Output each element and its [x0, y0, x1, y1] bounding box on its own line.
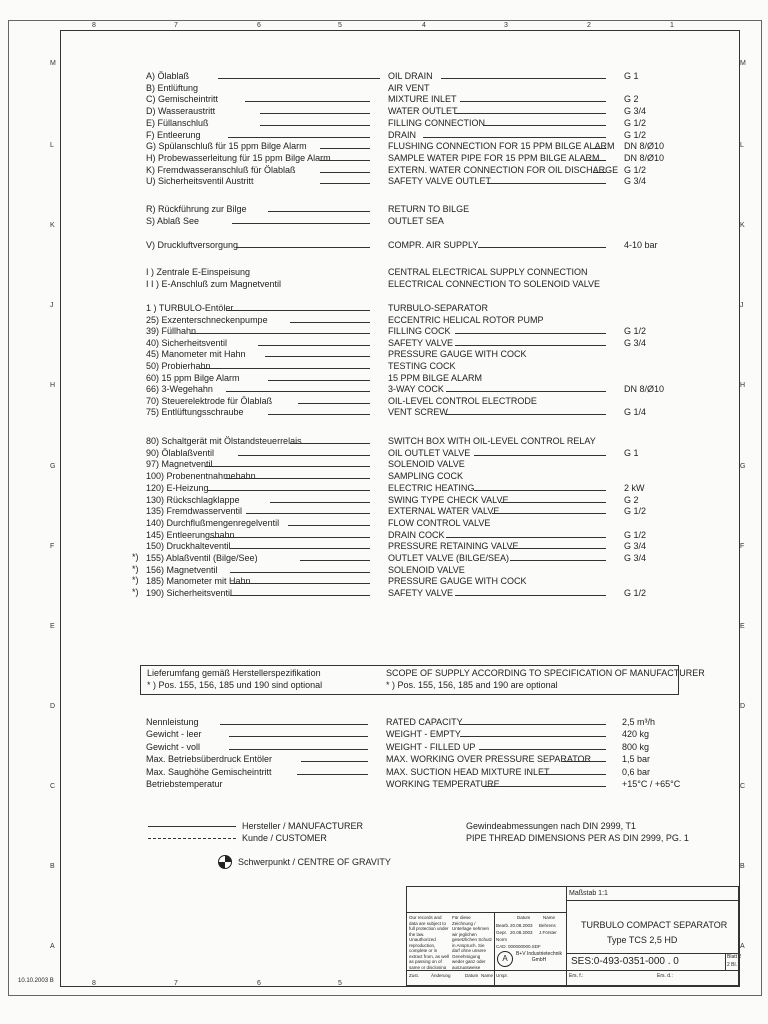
- grid-column-label: 8: [92, 22, 96, 29]
- component-label-en: SAMPLE WATER PIPE FOR 15 PPM BILGE ALARM: [388, 152, 600, 163]
- grid-row-label: G: [740, 463, 746, 470]
- leader-line: [290, 443, 370, 444]
- scope-box: Lieferumfang gemäß Herstellerspezifikation * ) Pos. 155, 156, 185 und 190 sind optional SCOPE OF SUPPLY ACCORDING TO SPECIFICATION OF MANUFACTURER * ) Pos. 155, 156, 185 and 190 are optional: [140, 665, 679, 695]
- component-label-en: FLUSHING CONNECTION FOR 15 PPM BILGE ALARM: [388, 141, 615, 152]
- footer-date: 10.10.2003 B: [18, 978, 54, 984]
- leader-line: [290, 322, 370, 323]
- leader-line: [229, 736, 368, 737]
- component-label-en: MIXTURE INLET: [388, 94, 457, 105]
- component-value: G 1/2: [624, 117, 647, 128]
- leader-line: [455, 333, 606, 334]
- leader-line: [510, 548, 606, 549]
- leader-line: [245, 101, 370, 102]
- grid-row-label: L: [50, 142, 54, 149]
- component-label-de: 45) Manometer mit Hahn: [146, 349, 246, 360]
- component-value: G 2: [624, 94, 639, 105]
- component-value: G 3/4: [624, 176, 647, 187]
- component-label-en: SWITCH BOX WITH OIL-LEVEL CONTROL RELAY: [388, 436, 596, 446]
- optional-mark: *): [132, 587, 139, 598]
- leader-line: [483, 125, 606, 126]
- leader-line: [229, 749, 368, 750]
- component-label-de: D) Wasseraustritt: [146, 106, 216, 117]
- grid-row-label: C: [50, 783, 56, 790]
- component-label-de: 100) Probenentnahmehahn: [146, 471, 256, 482]
- grid-column-label: 6: [257, 980, 261, 987]
- name-header: Name: [543, 915, 556, 920]
- leader-line: [270, 502, 370, 503]
- grid-row-label: E: [740, 623, 745, 630]
- component-label-en: OUTLET SEA: [388, 216, 444, 226]
- component-label-de: 66) 3-Wegehahn: [146, 384, 213, 395]
- grid-column-label: 3: [504, 22, 508, 29]
- component-value: DN 8/Ø10: [624, 384, 665, 395]
- leader-line: [455, 595, 606, 596]
- component-label-en: VENT SCREW: [388, 407, 448, 418]
- urspr-label: Urspr.: [496, 973, 509, 978]
- component-label-en: OIL OUTLET VALVE: [388, 447, 471, 458]
- leader-line: [320, 148, 370, 149]
- company-logo-icon: A: [497, 951, 513, 967]
- component-label-de: A) Ölablaß: [146, 71, 190, 81]
- leader-line: [474, 455, 606, 456]
- optional-mark: *): [132, 552, 139, 562]
- bearb-label: Bearb.: [496, 923, 510, 928]
- component-label-de: R) Rückführung zur Bilge: [146, 204, 247, 214]
- grid-row-label: M: [740, 60, 746, 67]
- leader-line: [300, 560, 370, 561]
- leader-line: [446, 414, 606, 415]
- grid-column-label: 7: [174, 22, 178, 29]
- grid-column-label: 7: [174, 980, 178, 987]
- component-value: G 1/2: [624, 326, 647, 337]
- component-label-de: 140) Durchflußmengenregelventil: [146, 517, 280, 528]
- component-label-en: ELECTRIC HEATING: [388, 482, 475, 493]
- manufacturer-line: [148, 826, 236, 827]
- leader-line: [593, 148, 606, 149]
- grid-row-label: H: [50, 382, 56, 389]
- grid-column-label: 8: [92, 980, 96, 987]
- leader-line: [260, 125, 370, 126]
- leader-line: [320, 183, 370, 184]
- component-label-de: H) Probewasserleitung für 15 ppm Bilge Alarm: [146, 152, 331, 163]
- component-value: G 1: [624, 71, 639, 81]
- grid-row-label: A: [740, 943, 745, 950]
- leader-line: [479, 749, 606, 750]
- datum-label: Datum: [465, 973, 479, 978]
- grid-column-label: 4: [422, 22, 426, 29]
- component-label-de: 155) Ablaßventil (Bilge/See): [146, 553, 258, 563]
- component-label-de: E) Füllanschluß: [146, 117, 209, 128]
- grid-column-label: 5: [338, 22, 342, 29]
- grid-row-label: L: [740, 142, 744, 149]
- component-label-en: SAFETY VALVE: [388, 588, 454, 599]
- component-value: DN 8/Ø10: [624, 141, 665, 152]
- component-label-de: 185) Manometer mit Hahn: [146, 576, 251, 587]
- leader-line: [200, 368, 370, 369]
- component-label-en: WATER OUTLET: [388, 106, 458, 117]
- leader-line: [483, 786, 606, 787]
- centre-of-gravity-icon: [218, 855, 232, 869]
- component-label-de: 40) Sicherheitsventil: [146, 337, 228, 348]
- aend-label: Änderung: [431, 973, 451, 978]
- norm-label: Norm: [496, 937, 507, 942]
- component-value: G 3/4: [624, 337, 647, 348]
- optional-mark: *): [132, 575, 139, 586]
- bearb-date: 20.08.2003: [510, 923, 533, 928]
- component-label-de: 97) Magnetventil: [146, 459, 213, 470]
- cad-ref: CAD: 000000000.SDF: [496, 944, 541, 949]
- customer-line: [148, 838, 236, 839]
- leader-line: [232, 223, 370, 224]
- leader-line: [474, 490, 606, 491]
- leader-line: [230, 595, 370, 596]
- component-label-en: SAFETY VALVE: [388, 337, 454, 348]
- grid-row-label: E: [50, 623, 55, 630]
- leader-line: [258, 345, 370, 346]
- company-name: B+V Industrietechnik GmbH: [516, 951, 562, 963]
- leader-line: [225, 478, 370, 479]
- component-label-en: TURBULO-SEPARATOR: [388, 303, 489, 313]
- component-label-en: FILLING COCK: [388, 326, 451, 337]
- component-value: G 1/2: [624, 529, 647, 540]
- component-label-de: 135) Fremdwasserventil: [146, 506, 243, 517]
- component-value: G 1/2: [624, 164, 647, 175]
- leader-line: [230, 583, 370, 584]
- leader-line: [228, 137, 370, 138]
- leader-line: [210, 537, 370, 538]
- component-label-de: 156) Magnetventil: [146, 564, 218, 575]
- leader-line: [230, 572, 370, 573]
- leader-line: [297, 774, 369, 775]
- leader-line: [218, 78, 380, 79]
- gepr-date: 20.08.2003: [510, 930, 533, 935]
- leader-line: [455, 345, 606, 346]
- component-label-de: S) Ablaß See: [146, 216, 200, 226]
- leader-line: [288, 525, 370, 526]
- component-label-en: OUTLET VALVE (BILGE/SEA): [388, 553, 510, 563]
- component-label-en: AIR VENT: [388, 82, 430, 93]
- component-label-en: SAFETY VALVE OUTLET: [388, 176, 492, 187]
- leader-line: [487, 183, 606, 184]
- drawing-type: Type TCS 2,5 HD: [607, 935, 678, 945]
- leader-line: [460, 736, 606, 737]
- component-value: G 3/4: [624, 541, 647, 552]
- leader-line: [246, 513, 370, 514]
- grid-column-label: 2: [587, 22, 591, 29]
- component-value: G 1/2: [624, 588, 647, 599]
- leader-line: [265, 356, 370, 357]
- component-label-en: FLOW CONTROL VALVE: [388, 517, 491, 528]
- component-label-en: PRESSURE GAUGE WITH COCK: [388, 349, 527, 360]
- scale: Maßstab 1:1: [569, 890, 608, 897]
- replaces: Ers. f.:: [569, 973, 584, 979]
- grid-column-label: 5: [338, 980, 342, 987]
- leader-line: [301, 761, 368, 762]
- leader-line: [268, 211, 370, 212]
- leader-line: [238, 455, 370, 456]
- leader-line: [441, 78, 606, 79]
- component-value: G 3/4: [624, 106, 647, 117]
- component-value: 4-10 bar: [624, 240, 658, 250]
- component-label-en: CENTRAL ELECTRICAL SUPPLY CONNECTION: [388, 267, 588, 277]
- date-header: Datum: [517, 915, 531, 920]
- leader-line: [501, 502, 606, 503]
- component-label-de: 75) Entlüftungsschraube: [146, 407, 244, 418]
- leader-line: [260, 113, 370, 114]
- component-label-de: I I ) E-Anschluß zum Magnetventil: [146, 279, 282, 289]
- leader-line: [446, 537, 606, 538]
- gepr-name: J.Förster: [539, 930, 557, 935]
- grid-row-label: J: [50, 302, 54, 309]
- component-value: 2 kW: [624, 482, 645, 493]
- leader-line: [298, 403, 370, 404]
- leader-line: [584, 160, 606, 161]
- grid-row-label: M: [50, 60, 56, 67]
- copyright-de: Für diese Zeichnung / Unterlage nehmen wir jeglichen gesetzlichen Schutz in Anspruch. Sie darf ohne unsere Genehmigung weder ganz oder auszugsweise: [452, 915, 493, 969]
- component-value: DN 8/Ø10: [624, 152, 665, 163]
- component-label-en: PRESSURE GAUGE WITH COCK: [388, 576, 527, 587]
- component-label-de: 150) Druckhalteventil: [146, 541, 231, 552]
- sheet-count: 2 Bl.: [727, 962, 738, 968]
- component-label-en: EXTERN. WATER CONNECTION FOR OIL DISCHARGE: [388, 164, 619, 175]
- leader-line: [230, 548, 370, 549]
- component-label-de: 60) 15 ppm Bilge Alarm: [146, 372, 240, 383]
- leader-line: [455, 113, 606, 114]
- grid-row-label: F: [50, 543, 55, 550]
- component-label-en: SOLENOID VALVE: [388, 564, 465, 575]
- component-label-de: U) Sicherheitsventil Austritt: [146, 176, 254, 187]
- grid-row-label: C: [740, 783, 746, 790]
- component-label-de: 80) Schaltgerät mit Ölstandsteuerrelais: [146, 436, 302, 446]
- component-value: G 1: [624, 447, 639, 458]
- component-label-de: I ) Zentrale E-Einspeisung: [146, 267, 251, 277]
- component-label-en: ECCENTRIC HELICAL ROTOR PUMP: [388, 314, 544, 325]
- component-label-de: V) Druckluftversorgung: [146, 240, 239, 250]
- leader-line: [593, 172, 606, 173]
- component-label-de: C) Gemischeintritt: [146, 94, 219, 105]
- component-label-en: OIL DRAIN: [388, 71, 433, 81]
- component-label-de: 120) E-Heizung: [146, 482, 209, 493]
- leader-line: [539, 774, 606, 775]
- component-label-de: 190) Sicherheitsventil: [146, 588, 233, 599]
- leader-line: [460, 101, 606, 102]
- spec-value: +15°C / +65°C: [622, 779, 681, 789]
- leader-line: [208, 490, 370, 491]
- component-label-en: SWING TYPE CHECK VALVE: [388, 494, 509, 505]
- grid-row-label: H: [740, 382, 746, 389]
- component-value: G 2: [624, 494, 639, 505]
- spec-value: 0,6 bar: [622, 766, 651, 777]
- component-label-en: COMPR. AIR SUPPLY: [388, 240, 479, 250]
- grid-row-label: D: [740, 703, 746, 710]
- component-label-de: 130) Rückschlagklappe: [146, 494, 240, 505]
- spec-value: 800 kg: [622, 741, 650, 752]
- leader-line: [268, 414, 370, 415]
- grid-row-label: B: [50, 863, 55, 870]
- grid-row-label: K: [50, 222, 55, 229]
- leader-line: [236, 247, 370, 248]
- component-label-de: 1 ) TURBULO-Entöler: [146, 303, 234, 313]
- component-label-de: 50) Probierhahn: [146, 361, 211, 371]
- component-label-en: FILLING CONNECTION: [388, 117, 486, 128]
- leader-line: [226, 391, 370, 392]
- leader-line: [220, 724, 368, 725]
- component-label-de: K) Fremdwasseranschluß für Ölablaß: [146, 164, 296, 175]
- drawing-number: SES:0-493-0351-000 . 0: [571, 956, 679, 967]
- leader-line: [205, 466, 370, 467]
- component-label-en: EXTERNAL WATER VALVE: [388, 506, 500, 517]
- component-label-en: 3-WAY COCK: [388, 384, 444, 395]
- component-label-de: 145) Entleerungshahn: [146, 529, 235, 540]
- component-label-de: B) Entlüftung: [146, 82, 199, 93]
- bearb-name: Behrens: [539, 923, 556, 928]
- leader-line: [226, 310, 370, 311]
- gepr-label: Gepr.: [496, 930, 508, 935]
- component-label-en: SOLENOID VALVE: [388, 459, 465, 470]
- component-label-en: RETURN TO BILGE: [388, 204, 470, 214]
- spec-value: 420 kg: [622, 729, 650, 740]
- component-label-en: TESTING COCK: [388, 361, 456, 371]
- component-label-en: DRAIN: [388, 129, 417, 140]
- component-value: G 1/2: [624, 506, 647, 517]
- leader-line: [510, 560, 606, 561]
- leader-line: [492, 513, 606, 514]
- leader-line: [423, 137, 606, 138]
- component-label-en: OIL-LEVEL CONTROL ELECTRODE: [388, 395, 537, 406]
- title-block: [406, 886, 742, 986]
- grid-column-label: 6: [257, 22, 261, 29]
- drawing-title: TURBULO COMPACT SEPARATOR: [581, 920, 728, 930]
- leader-line: [320, 172, 370, 173]
- drawing-sheet: 8 8 7 7 6 6 5 5 4 3 2 1 M M L L K K J J H H G G F F E E D D C C B B A A A) Ölablaß B) Entlüftung C) Gemischeintritt D) Wasseraustritt E) Füllanschluß F) Entleerung G) Spülanschluß für 15 ppm Bilge Alarm H) Probewasserleitung für 15 ppm Bilge Alarm K) Fremdwasseranschluß für Ölablaß U) Sicherheitsventil Austritt R) Rückführung zur Bilge S) Ablaß See V) Druckluftversorgung I ) Zentrale E-Einspeisung I I ) E-Anschluß zum Magnetventil 1 ) TURBULO-Entöler 25) Exzenterschneckenpumpe 39) Füllhahn 40) Sicherheitsventil 45) Manometer mit Hahn 50) Probierhahn 60) 15 ppm Bilge Alarm 66) 3-Wegehahn 70) Steuerelektrode für Ölablaß 75) Entlüftungsschraube 80) Schaltgerät mit Ölstandsteuerrelais 90) Ölablaßventil 97) Magnetventil 100) Probenentnahmehahn 120) E-Heizung 130) Rückschlagklappe 135) Fremdwasserventil 140) Durchflußmengenregelventil 145) Entleerungshahn 150) Druckhalteventil 155) Ablaßventil (Bilge/See) 156) Magnetventil 185) Manometer mit Hahn 190) Sicherheitsventil OIL DRAIN G 1 AIR VENT MIXTURE INLET G 2 WATER OUTLET G 3/4 FILLING CONNECTION G 1/2 DRAIN G 1/2 FLUSHING CONNECTION FOR 15 PPM BILGE ALARM DN 8/Ø10 SAMPLE WATER PIPE FOR 15 PPM BILGE ALARM DN 8/Ø10 EXTERN. WATER CONNECTION FOR OIL DISCHARGE G 1/2 SAFETY VALVE OUTLET G 3/4 RETURN TO BILGE OUTLET SEA COMPR. AIR SUPPLY 4-10 bar CENTRAL ELECTRICAL SUPPLY CONNECTION ELECTRICAL CONNECTION TO SOLENOID VALVE TURBULO-SEPARATOR ECCENTRIC HELICAL ROTOR PUMP FILLING COCK G 1/2 SAFETY VALVE G 3/4 PRESSURE GAUGE WITH COCK TESTING COCK 15 PPM BILGE ALARM 3-WAY COCK DN 8/Ø10 OIL-LEVEL CONTROL ELECTRODE VENT SCREW G 1/4 SWITCH BOX WITH OIL-LEVEL CONTROL RELAY OIL OUTLET VALVE G 1 SOLENOID VALVE SAMPLING COCK ELECTRIC HEATING 2 kW SWING TYPE CHECK VALVE G 2 EXTERNAL WATER VALVE G 1/2 FLOW CONTROL VALVE DRAIN COCK G 1/2 PRESSURE RETAINING VALVE G 3/4 OUTLET VALVE (BILGE/SEA) G 3/4 SOLENOID VALVE PRESSURE GAUGE WITH COCK SAFETY VALVE G 1/2 *) *) *) *) Lieferumfang gemäß Herstellerspezifikation * ) Pos. 155, 156, 185 und 190 sind optional SCOPE OF SUPPLY ACCORDING TO SPECIFICATION OF MANUFACTURER * ) Pos. 155, 156, 185 and 190 are optional Nennleistung RATED CAPACITY 2,5 m³/h Gewicht - leer WEIGHT - EMPTY 420 kg Gewicht - voll WEIGHT - FILLED UP 800 kg Max. Betriebsüberdruck Entöler MAX. WORKING OVER PRESSURE SEPARATOR 1,5 bar Max. Saughöhe Gemischeintritt MAX. SUCTION HEAD MIXTURE INLET 0,6 bar Betriebstemperatur WORKING TEMPERATURE +15°C / +65°C Hersteller / MANUFACTURER Kunde / CUSTOMER Schwerpunkt / CENTRE OF GRAVITY Gewindeabmessungen nach DIN 2999, T1 PIPE THREAD DIMENSIONS PER AS DIN 2999, PG. 1 Maßstab 1:1 TURBULO COMPACT SEPARATOR Type TCS 2,5 HD SES:0-493-0351-000 . 0 Blatt 2 2 Bl. Ers. f.: Ers. d.: Datum Name Bearb. 20.08.2003 Behrens Gepr. 20.08.2003 J.Förster Norm CAD: 000000000.SDF A B+V Industrietechnik GmbH Our records and data are subject to full protection under the law. Unauthorized reproduction, complete or in extract from, as well as passing on of same or disclosing Für diese Zeichnung / Unterlage nehmen wir jeglichen gesetzlichen Schutz in Anspruch. Sie darf ohne unsere Genehmigung weder ganz oder auszugsweise Zust. Änderung Datum Name Urspr. 10.10.2003 B: [0, 0, 768, 1024]
- spec-value: 2,5 m³/h: [622, 717, 656, 727]
- grid-row-label: F: [740, 543, 745, 550]
- grid-row-label: G: [50, 463, 56, 470]
- leader-line: [460, 724, 606, 725]
- grid-row-label: D: [50, 703, 56, 710]
- leader-line: [268, 380, 370, 381]
- grid-column-label: 1: [670, 22, 674, 29]
- copyright-en: Our records and data are subject to full protection under the law. Unauthorized reproduction, complete or in extract from, as well as passing on of same or disclosing: [409, 915, 450, 969]
- component-label-de: 39) Füllhahn: [146, 326, 197, 337]
- sheet-number: Blatt 2: [727, 954, 742, 960]
- leader-line: [190, 333, 370, 334]
- leader-line: [478, 247, 606, 248]
- replaced-by: Ers. d.:: [657, 973, 673, 979]
- optional-mark: *): [132, 563, 139, 574]
- name-label: Name: [481, 973, 494, 978]
- grid-row-label: B: [740, 863, 745, 870]
- component-label-de: F) Entleerung: [146, 129, 201, 140]
- spec-value: 1,5 bar: [622, 754, 651, 765]
- zust-label: Zust.: [409, 973, 420, 978]
- component-label-en: PRESSURE RETAINING VALVE: [388, 541, 519, 552]
- grid-row-label: J: [740, 302, 744, 309]
- component-label-en: 15 PPM BILGE ALARM: [388, 372, 483, 383]
- component-label-de: 25) Exzenterschneckenpumpe: [146, 314, 268, 325]
- component-label-de: G) Spülanschluß für 15 ppm Bilge Alarm: [146, 141, 307, 152]
- grid-row-label: K: [740, 222, 745, 229]
- component-label-en: SAMPLING COCK: [388, 471, 464, 482]
- component-label-de: 90) Ölablaßventil: [146, 447, 215, 458]
- component-value: G 1/4: [624, 407, 647, 418]
- component-label-de: 70) Steuerelektrode für Ölablaß: [146, 395, 273, 406]
- leader-line: [562, 761, 606, 762]
- component-label-en: DRAIN COCK: [388, 529, 445, 540]
- leader-line: [446, 391, 606, 392]
- component-label-en: ELECTRICAL CONNECTION TO SOLENOID VALVE: [388, 279, 601, 289]
- grid-row-label: A: [50, 943, 55, 950]
- leader-line: [320, 160, 370, 161]
- component-value: G 3/4: [624, 553, 647, 563]
- component-value: G 1/2: [624, 129, 647, 140]
